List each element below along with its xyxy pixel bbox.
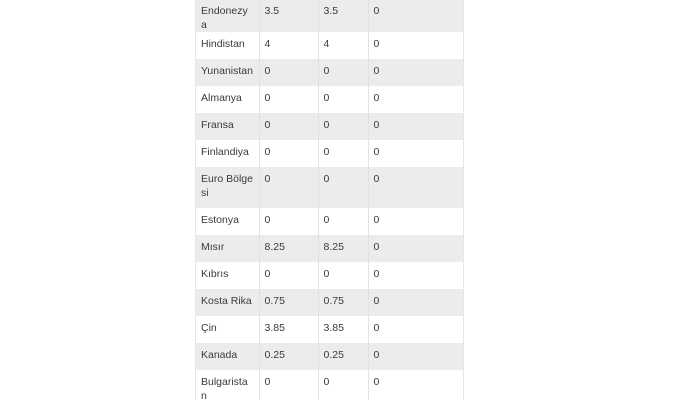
table-row (196, 208, 463, 235)
table-row (196, 370, 463, 400)
rate-cell: 0 (259, 86, 318, 113)
rates-table-container (195, 0, 464, 400)
rate-cell: 0 (259, 262, 318, 289)
rate-cell: 0.25 (259, 343, 318, 370)
country-cell: Bulgaristan (196, 370, 259, 400)
country-cell: Kanada (196, 343, 259, 370)
previous-rate-cell: 3.85 (318, 316, 368, 343)
country-cell: Endonezya (196, 0, 259, 32)
rate-cell: 8.25 (259, 235, 318, 262)
rate-cell: 0.75 (259, 289, 318, 316)
change-cell: 0 (368, 32, 463, 59)
previous-rate-cell: 0.25 (318, 343, 368, 370)
change-cell: 0 (368, 59, 463, 86)
change-cell: 0 (368, 343, 463, 370)
change-cell: 0 (368, 0, 463, 32)
table-row (196, 316, 463, 343)
previous-rate-cell: 0 (318, 140, 368, 167)
country-cell: Almanya (196, 86, 259, 113)
change-cell: 0 (368, 235, 463, 262)
previous-rate-cell: 4 (318, 32, 368, 59)
table-row (196, 86, 463, 113)
change-cell: 0 (368, 289, 463, 316)
previous-rate-cell: 0 (318, 86, 368, 113)
previous-rate-cell: 3.5 (318, 0, 368, 32)
country-cell: Kosta Rika (196, 289, 259, 316)
previous-rate-cell: 8.25 (318, 235, 368, 262)
table-row (196, 343, 463, 370)
change-cell: 0 (368, 262, 463, 289)
country-cell: Euro Bölgesi (196, 167, 259, 208)
rate-cell: 0 (259, 370, 318, 400)
table-row (196, 140, 463, 167)
table-row (196, 32, 463, 59)
rate-cell: 0 (259, 113, 318, 140)
country-cell: Çin (196, 316, 259, 343)
table-row (196, 0, 463, 32)
previous-rate-cell: 0.75 (318, 289, 368, 316)
interest-rates-table (196, 0, 463, 400)
table-row (196, 59, 463, 86)
country-cell: Fransa (196, 113, 259, 140)
country-cell: Kıbrıs (196, 262, 259, 289)
change-cell: 0 (368, 208, 463, 235)
table-row (196, 235, 463, 262)
rate-cell: 3.5 (259, 0, 318, 32)
rate-cell: 0 (259, 167, 318, 208)
change-cell: 0 (368, 167, 463, 208)
rate-cell: 0 (259, 208, 318, 235)
previous-rate-cell: 0 (318, 59, 368, 86)
table-row (196, 113, 463, 140)
table-row (196, 262, 463, 289)
rate-cell: 0 (259, 59, 318, 86)
change-cell: 0 (368, 316, 463, 343)
change-cell: 0 (368, 86, 463, 113)
previous-rate-cell: 0 (318, 208, 368, 235)
change-cell: 0 (368, 113, 463, 140)
change-cell: 0 (368, 370, 463, 400)
rate-cell: 0 (259, 140, 318, 167)
country-cell: Hindistan (196, 32, 259, 59)
country-cell: Mısır (196, 235, 259, 262)
country-cell: Yunanistan (196, 59, 259, 86)
rate-cell: 3.85 (259, 316, 318, 343)
table-row (196, 289, 463, 316)
country-cell: Estonya (196, 208, 259, 235)
country-cell: Finlandiya (196, 140, 259, 167)
previous-rate-cell: 0 (318, 370, 368, 400)
table-row (196, 167, 463, 208)
rate-cell: 4 (259, 32, 318, 59)
previous-rate-cell: 0 (318, 262, 368, 289)
previous-rate-cell: 0 (318, 113, 368, 140)
change-cell: 0 (368, 140, 463, 167)
previous-rate-cell: 0 (318, 167, 368, 208)
